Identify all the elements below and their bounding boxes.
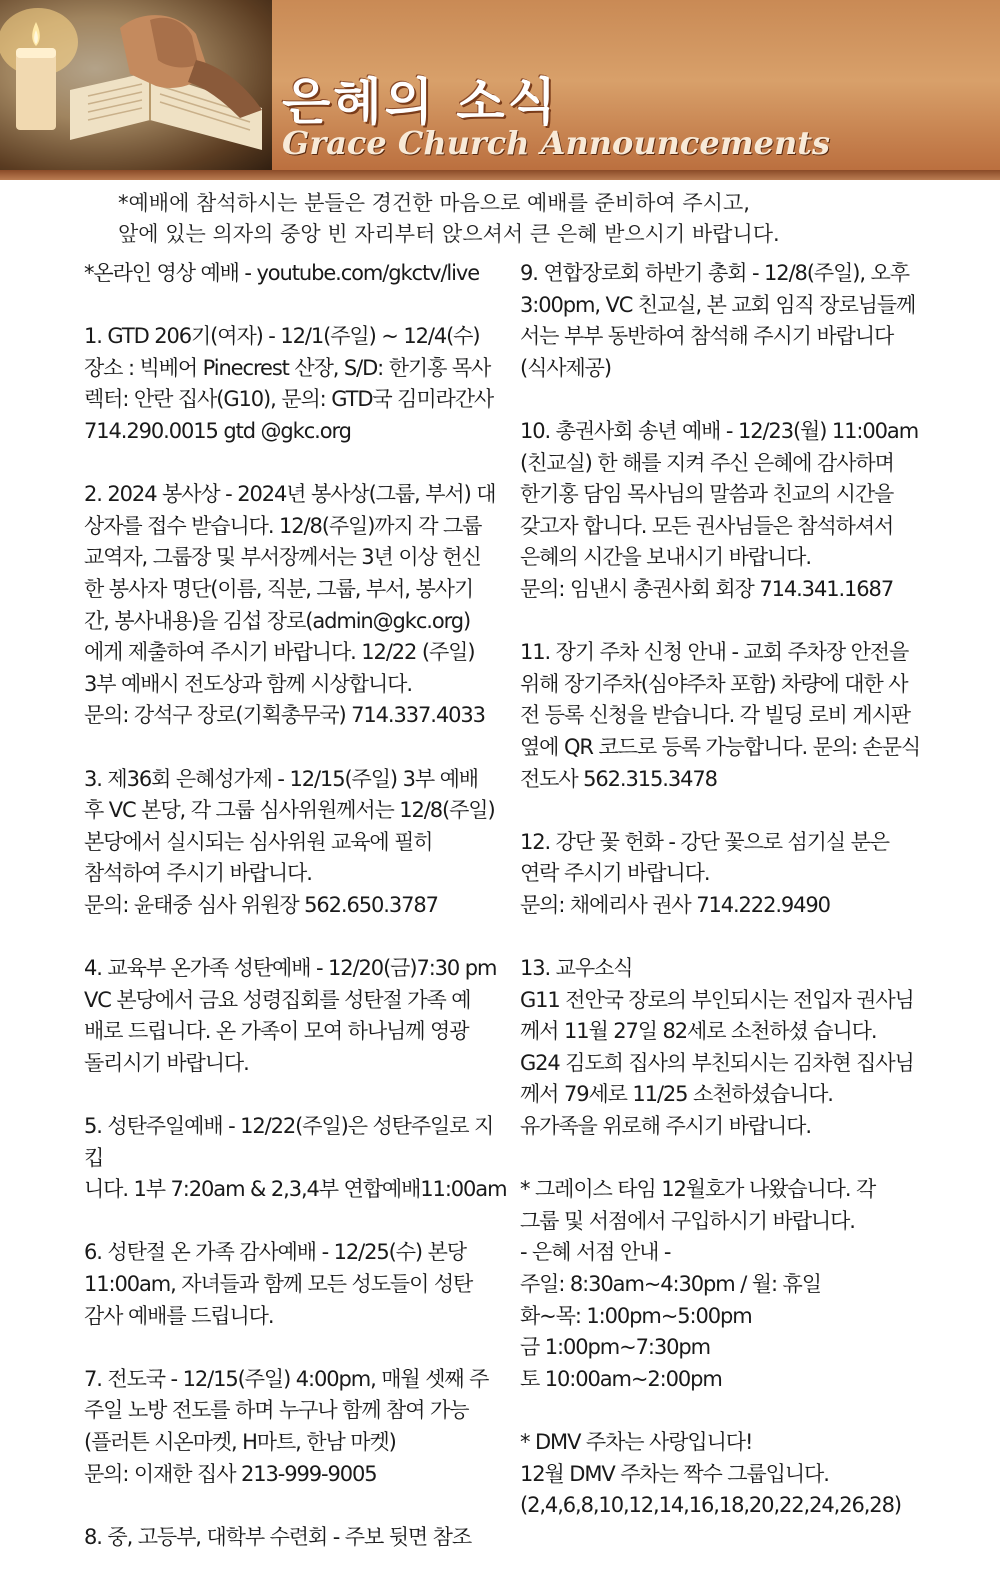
announcement-line: 장소 : 빅베어 Pinecrest 산장, S/D: 한기홍 목사 (84, 355, 491, 380)
announcement-item (520, 416, 952, 606)
announcement-line: 주일: 8:30am~4:30pm / 월: 휴일 (520, 1272, 821, 1296)
announcement-line: 3. 제36회 은혜성가제 - 12/15(주일) 3부 예배 (84, 766, 478, 791)
announcement-item (84, 1364, 512, 1490)
announcement-line: 후 VC 본당, 각 그룹 심사위원께서는 12/8(주일) (84, 798, 495, 823)
announcement-line: 9. 연합장로회 하반기 총회 - 12/8(주일), 오후 (520, 261, 909, 285)
announcement-line: 돌리시기 바랍니다. (84, 1050, 249, 1075)
announcement-item (520, 258, 952, 384)
announcement-line: 한기홍 담임 목사님의 말씀과 친교의 시간을 (520, 482, 894, 507)
intro-line: 앞에 있는 의자의 중앙 빈 자리부터 앉으셔서 큰 은혜 받으시기 바랍니다. (118, 222, 780, 246)
left-column (84, 258, 512, 1585)
announcement-item (84, 1522, 512, 1554)
intro-notice (118, 188, 948, 250)
announcement-line: 6. 성탄절 온 가족 감사예배 - 12/25(수) 본당 (84, 1240, 466, 1265)
announcement-line: 문의: 이재한 집사 213-999-9005 (84, 1461, 377, 1486)
announcement-line: *온라인 영상 예배 - youtube.com/gkctv/live (84, 261, 480, 285)
announcement-line: 2. 2024 봉사상 - 2024년 봉사상(그룹, 부서) 대 (84, 482, 496, 507)
announcement-line: 한 봉사자 명단(이름, 직분, 그룹, 부서, 봉사기 (84, 576, 474, 601)
announcement-line: 문의: 윤태중 심사 위원장 562.650.3787 (84, 892, 438, 917)
announcement-item (520, 953, 952, 1143)
announcement-line: 간, 봉사내용)을 김섭 장로(admin@gkc.org) (84, 608, 471, 633)
title-korean: 은혜의 소식 (282, 73, 559, 131)
announcement-line: 옆에 QR 코드로 등록 가능합니다. 문의: 손문식 (520, 734, 921, 759)
announcement-item (84, 953, 512, 1079)
announcement-line: VC 본당에서 금요 성령집회를 성탄절 가족 예 (84, 987, 471, 1012)
announcement-item (520, 827, 952, 922)
announcement-line: 금 1:00pm~7:30pm (520, 1335, 710, 1360)
announcement-item (84, 1111, 512, 1206)
intro-line: *예배에 참석하시는 분들은 경건한 마음으로 예배를 준비하여 주시고, (118, 191, 750, 215)
announcement-line: 은혜의 시간을 보내시기 바랍니다. (520, 545, 811, 570)
announcement-line: (식사제공) (520, 355, 611, 380)
announcement-item (520, 1427, 952, 1522)
announcement-item (84, 258, 512, 290)
announcement-line: * DMV 주차는 사랑입니다! (520, 1429, 753, 1454)
announcement-line: 13. 교우소식 (520, 956, 633, 981)
announcement-line: 갖고자 합니다. 모든 권사님들은 참석하셔서 (520, 513, 894, 538)
announcement-line: (2,4,6,8,10,12,14,16,18,20,22,24,26,28) (520, 1493, 901, 1518)
announcement-item (84, 479, 512, 732)
announcement-line: 3:00pm, VC 친교실, 본 교회 임직 장로님들께 (520, 292, 916, 317)
announcement-line: 문의: 채에리사 권사 714.222.9490 (520, 892, 830, 917)
announcement-line: 11:00am, 자녀들과 함께 모든 성도들이 성탄 (84, 1272, 473, 1296)
announcement-line: 4. 교육부 온가족 성탄예배 - 12/20(금)7:30 pm (84, 956, 497, 981)
announcement-item (84, 764, 512, 922)
announcement-line: 화~목: 1:00pm~5:00pm (520, 1303, 752, 1328)
announcement-line: 3부 예배시 전도상과 함께 시상합니다. (84, 671, 412, 696)
announcement-item (520, 1174, 952, 1395)
announcement-line: G24 김도희 집사의 부친되시는 김차현 집사님 (520, 1050, 914, 1075)
announcement-line: 서는 부부 동반하여 참석해 주시기 바랍니다 (520, 324, 894, 349)
prayer-candle-bible-image (0, 0, 272, 172)
announcement-line: (친교실) 한 해를 지켜 주신 은혜에 감사하며 (520, 450, 894, 475)
announcement-line: 참석하여 주시기 바랍니다. (84, 861, 312, 886)
announcement-line: 유가족을 위로해 주시기 바랍니다. (520, 1114, 811, 1139)
announcement-line: 감사 예배를 드립니다. (84, 1303, 274, 1328)
announcement-line: 12. 강단 꽃 헌화 - 강단 꽃으로 섬기실 분은 (520, 829, 889, 854)
announcement-line: 1. GTD 206기(여자) - 12/1(주일) ~ 12/4(수) (84, 324, 480, 349)
announcement-line: 전 등록 신청을 받습니다. 각 빌딩 로비 게시판 (520, 703, 910, 728)
announcement-item (84, 321, 512, 447)
announcement-line: 토 10:00am~2:00pm (520, 1366, 722, 1391)
announcement-line: 5. 성탄주일예배 - 12/22(주일)은 성탄주일로 지킵 (84, 1114, 494, 1170)
announcement-line: 상자를 접수 받습니다. 12/8(주일)까지 각 그룹 (84, 513, 482, 538)
announcement-line: 10. 총권사회 송년 예배 - 12/23(월) 11:00am (520, 418, 919, 443)
announcement-line: - 은혜 서점 안내 - (520, 1240, 671, 1265)
announcement-line: 연락 주시기 바랍니다. (520, 861, 710, 886)
announcement-line: 교역자, 그룹장 및 부서장께서는 3년 이상 헌신 (84, 545, 481, 570)
announcement-line: 그룹 및 서점에서 구입하시기 바랍니다. (520, 1208, 855, 1233)
announcement-line: 배로 드립니다. 온 가족이 모여 하나님께 영광 (84, 1019, 469, 1044)
announcement-line: 문의: 임낸시 총권사회 회장 714.341.1687 (520, 576, 894, 601)
header-banner (0, 0, 1000, 180)
announcement-line: 니다. 1부 7:20am & 2,3,4부 연합예배11:00am (84, 1177, 507, 1202)
right-column (520, 258, 952, 1553)
announcement-line: G11 전안국 장로의 부인되시는 전입자 권사님 (520, 987, 914, 1012)
announcement-line: 문의: 강석구 장로(기획총무국) 714.337.4033 (84, 703, 485, 728)
announcement-line: 께서 79세로 11/25 소천하셨습니다. (520, 1082, 833, 1107)
announcement-item (520, 637, 952, 795)
header-bottom-band (0, 170, 1000, 180)
title-english: Grace Church Announcements (282, 124, 831, 162)
announcement-line: 전도사 562.315.3478 (520, 766, 717, 791)
announcement-line: 11. 장기 주차 신청 안내 - 교회 주차장 안전을 (520, 640, 909, 665)
announcement-line: 주일 노방 전도를 하며 누구나 함께 참여 가능 (84, 1398, 469, 1423)
announcement-item (84, 1237, 512, 1332)
announcement-line: 렉터: 안란 집사(G10), 문의: GTD국 김미라간사 (84, 387, 494, 412)
announcement-line: 위해 장기주차(심야주차 포함) 차량에 대한 사 (520, 671, 908, 696)
announcement-line: 에게 제출하여 주시기 바랍니다. 12/22 (주일) (84, 640, 475, 665)
announcement-line: (플러튼 시온마켓, H마트, 한남 마켓) (84, 1429, 396, 1454)
announcement-line: 7. 전도국 - 12/15(주일) 4:00pm, 매월 셋째 주 (84, 1366, 489, 1391)
announcement-line: 8. 중, 고등부, 대학부 수련회 - 주보 뒷면 참조 (84, 1524, 472, 1549)
announcement-line: 께서 11월 27일 82세로 소천하셨 습니다. (520, 1019, 877, 1044)
announcement-line: 12월 DMV 주차는 짝수 그룹입니다. (520, 1461, 829, 1486)
announcement-line: 본당에서 실시되는 심사위원 교육에 필히 (84, 829, 433, 854)
announcement-line: * 그레이스 타임 12월호가 나왔습니다. 각 (520, 1177, 876, 1202)
announcement-line: 714.290.0015 gtd @gkc.org (84, 418, 351, 443)
